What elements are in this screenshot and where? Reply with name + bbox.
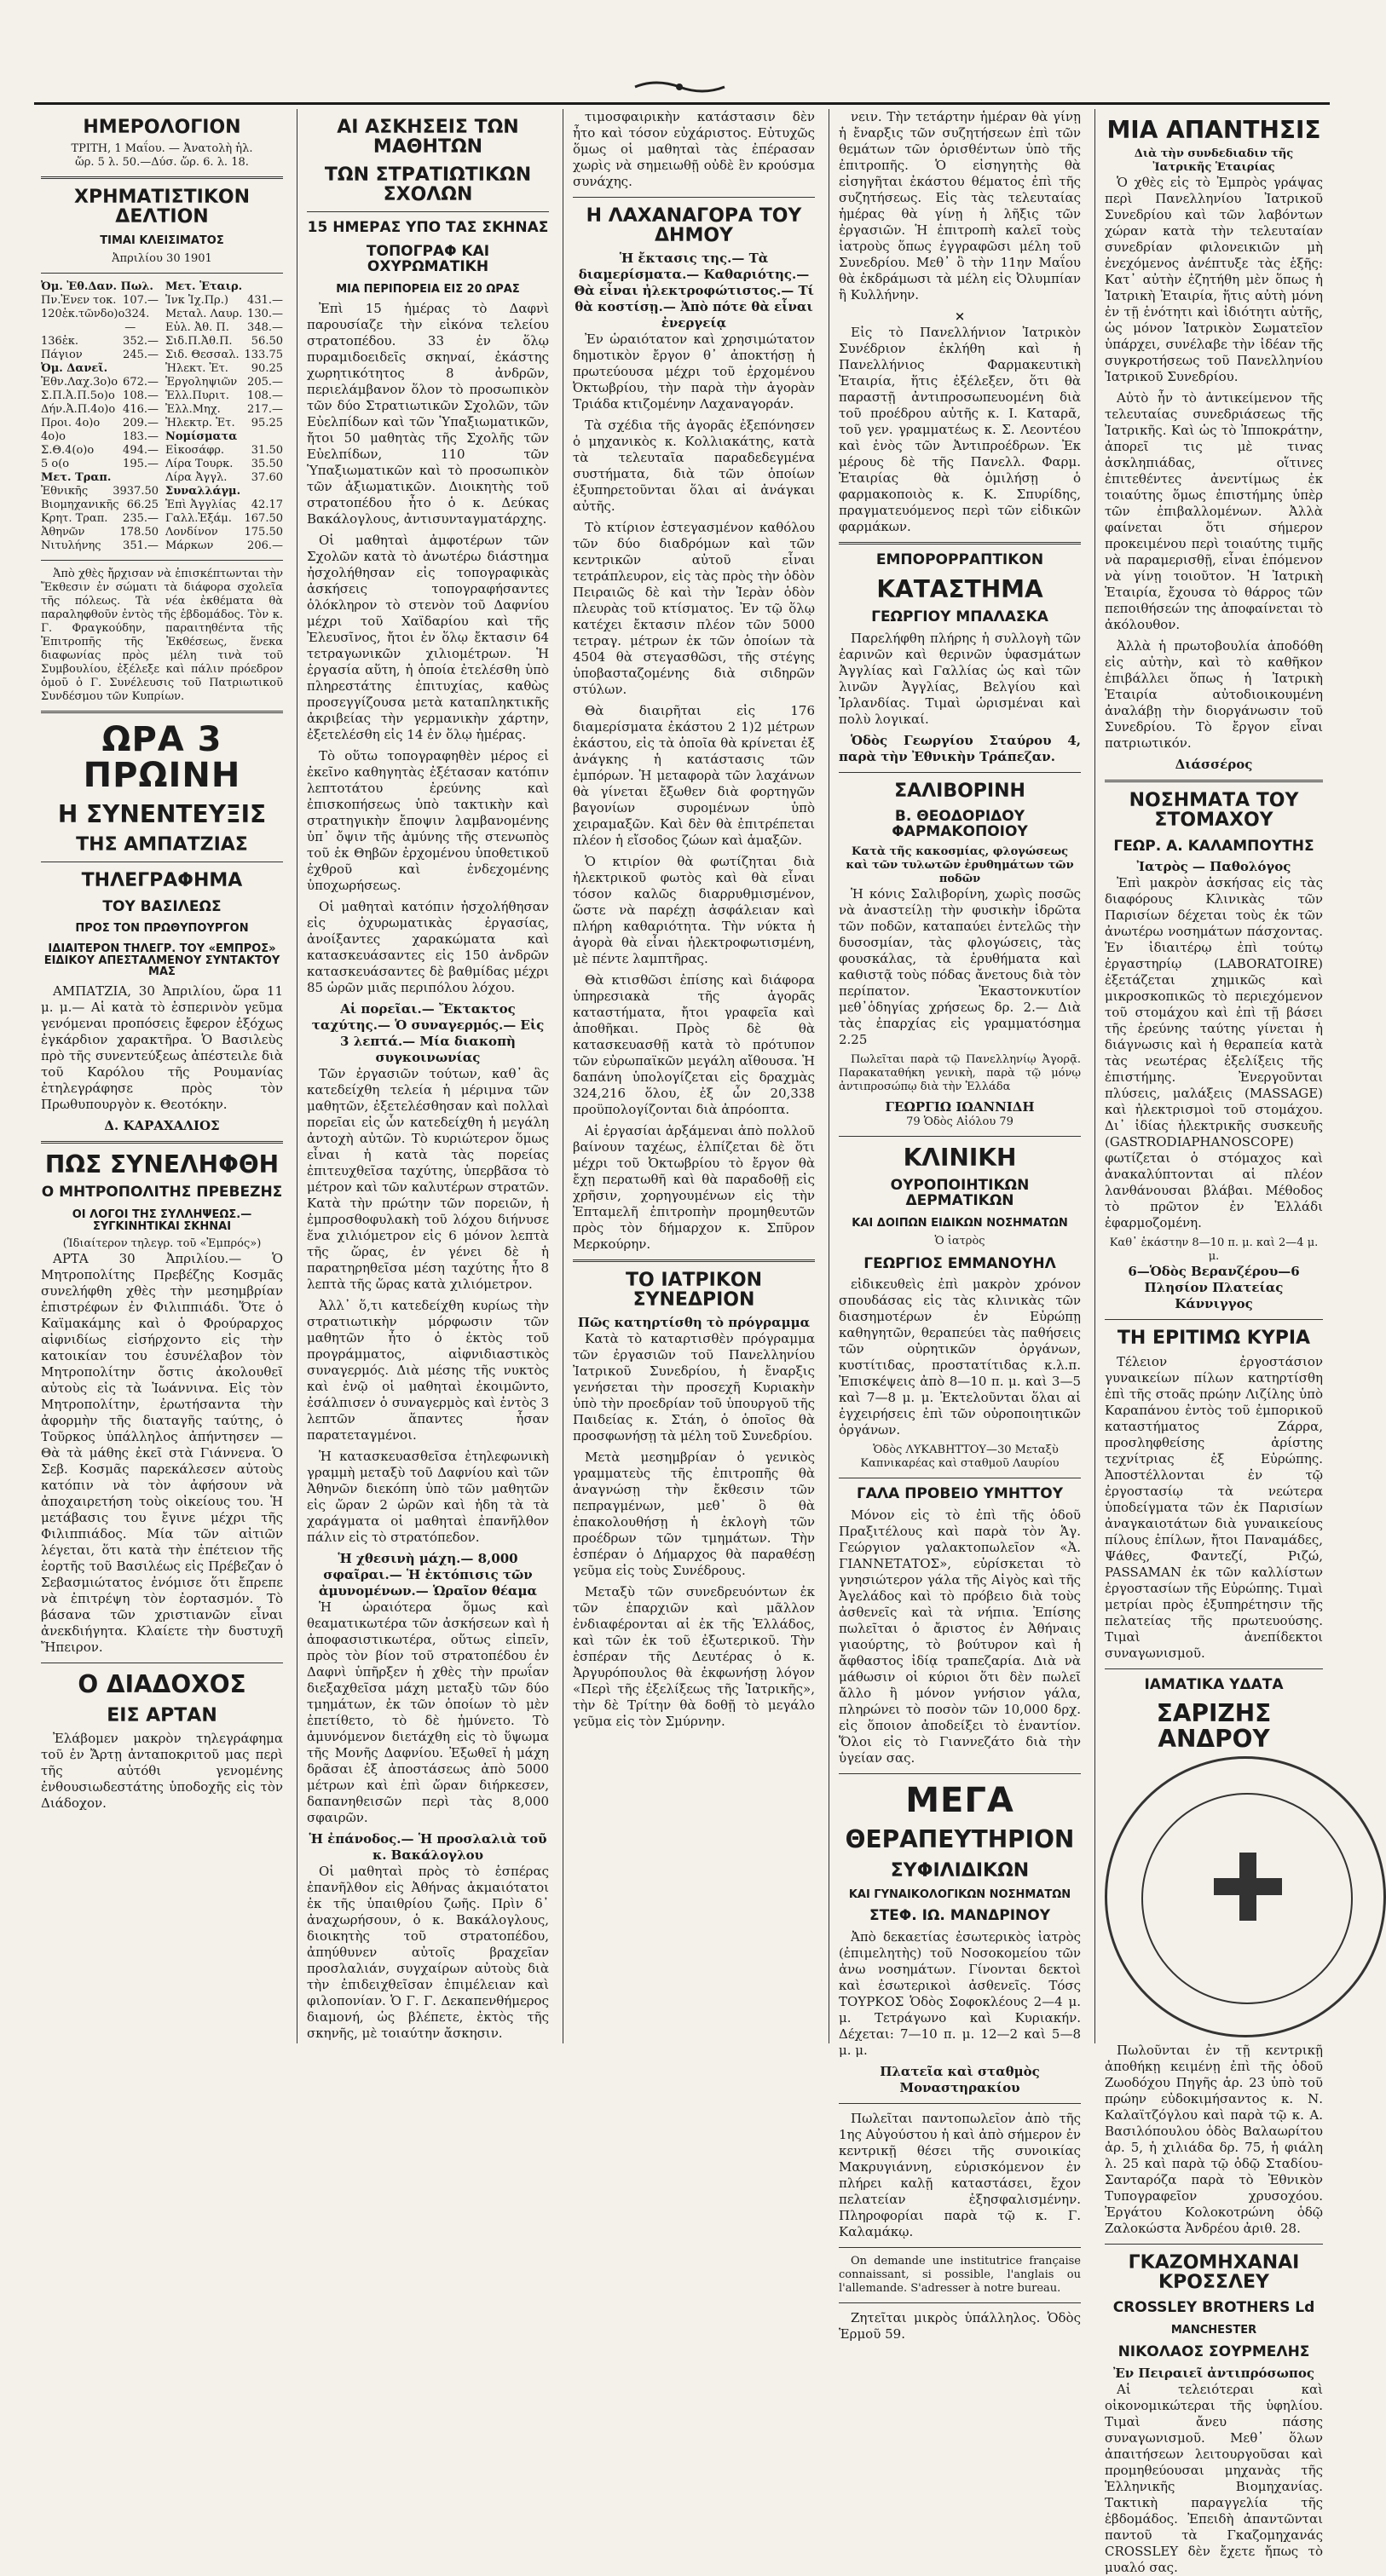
market-para: Ἐν ὡραιότατον καὶ χρησιμώτατον δημοτικὸν ἔργον θ᾽ ἀποκτήσῃ ἡ πρωτεύουσα μέχρι τοῦ ἐρχομένου Ὀκτωβρίου, τὴν παρὰ τὴν ἀγορὰν Τριάδα κτιζομένην Λαχαναγοράν. — [573, 331, 815, 412]
fin-row: Σιδ. Θεσσαλ. 133.75 — [165, 348, 283, 361]
fin-row: Πάγιον 245.— — [41, 348, 159, 361]
fin-row: Ἐθν.Λαχ.3ο)ο 672.— — [41, 375, 159, 389]
market-para: Τὸ κτίριον ἐστεγασμένον καθόλου τῶν δύο διαδρόμων καὶ τῶν κεντρικῶν αὐτοῦ εἶναι τετράπλευρον, εἰς τὰς πρὸς τὴν ὁδὸν Πειραιῶς δὲ καὶ τὴν Ἱερὰν ὁδὸν πλευρὰς τοῦ κτίσματος. Ἐν τῷ ὅλῳ κατέχει ἔκτασιν πλέον τῶν 5000 τετραγ. μέτρων ἐκ τῶν ὁποίων τὰ 4504 θὰ στεγασθῶσι, τῆς στέγης ὑποβασταζομένης διὰ σιδηρῶν στύλων. — [573, 520, 815, 698]
therapy-ad-title: ΘΕΡΑΠΕΥΤΗΡΙΟΝ — [845, 1825, 1075, 1854]
congress-headline: ΤΟ ΙΑΤΡΙΚΟΝ ΣΥΝΕΔΡΙΟΝ — [625, 1270, 763, 1311]
heir-body: Ἐλάβομεν μακρὸν τηλεγράφημα τοῦ ἐν Ἄρτῃ ἀνταποκριτοῦ μας περὶ τῆς αὐτόθι γενομένης ἐνθουσιωδεστάτης ὑποδοχῆς εἰς τὸν Διάδοχον. — [41, 1730, 283, 1811]
hat-ad-title: ΤΗ ΕΡΙΤΙΜΩ ΚΥΡΙΑ — [1117, 1328, 1311, 1350]
telegram-body: ΑΜΠΑΤΖΙΑ, 30 Ἀπριλίου, ὥρα 11 μ. μ.— Αἱ κατὰ τὸ ἑσπερινὸν γεῦμα γενόμεναι προπόσεις ἔφερον ἐξόχως ἐγκάρδιον χαρακτῆρα. Ὁ Βασιλεὺς πρὸ τῆς συνεντεύξεως ἀπέστειλε διὰ τοῦ Καρόλου τῆς Ρουμανίας ἐτηλεγράφησε πρὸς τὸν Πρωθυπουργὸν κ. Θεοτόκην. — [41, 983, 283, 1112]
reply-kicker: Διὰ τὴν συνδεδιαδιν τῆς Ἰατρικῆς Ἑταιρίας — [1134, 147, 1294, 175]
market-para: Ὁ κτιρίον θὰ φωτίζηται διὰ ἠλεκτρικοῦ φωτὸς καὶ θὰ εἶναι τόσον καλῶς διαρρυθμισμένον, ὥστε νὰ παρέχῃ ἀσφάλειαν καὶ πλήρη καθαριότητα. Τὴν νύκτα ἡ ἀγορὰ θὰ εἶναι ἠλεκτροφωτισμένη, μὲ πέντε λαμπτῆρας. — [573, 854, 815, 967]
exercises-sub-3: ΜΙΑ ΠΕΡΙΠΟΡΕΙΑ ΕΙΣ 20 ΩΡΑΣ — [336, 282, 520, 296]
seal-cross-icon — [1214, 1853, 1282, 1921]
fin-row: Ἰνκ Ἰχ.Πρ.) 431.— — [165, 293, 283, 307]
fin-row: 136ἑκ. 352.— — [41, 334, 159, 348]
market-para: Θὰ κτισθῶσι ἐπίσης καὶ διάφορα ὑπηρεσιακὰ τῆς ἀγορᾶς καταστήματα, ἤτοι γραφεῖα καὶ ἀποθῆκαι. Πρὸς δὲ θὰ κατασκευασθῇ κατὰ τὸ πρότυπον τῶν εὐρωπαϊκῶν μεγάλη αἴθουσα. Ἡ δαπάνη ὑπολογίζεται εἰς δραχμὰς 324,216 ὅλου, ἐξ ὧν 20,338 προϋπολογίζονται διὰ ἀπρόοπτα. — [573, 972, 815, 1118]
divider — [573, 197, 815, 198]
gas-ad-city: MANCHESTER — [1170, 2324, 1257, 2337]
calendar-title: ΗΜΕΡΟΛΟΓΙΟΝ — [83, 117, 241, 138]
financial-left-head: Ὀμ. Ἐθ.Δαν. Πωλ. — [41, 279, 153, 293]
clinic-ad-body: εἰδικευθεὶς ἐπὶ μακρὸν χρόνον σπουδάσας εἰς τὰς κλινικὰς τῶν διασημοτέρων ἐν Εὐρώπῃ καθηγητῶν, θεραπεύει τὰς παθήσεις τῶν οὐρητικῶν ὀργάνων, κυστίτιδας, προστατίτιδας κ.λ.π. Ἐπισκέψεις ἀπὸ 8—10 π. μ. καὶ 3—5 καὶ 7—8 μ. μ. Ἐκτελοῦνται ὅλαι αἱ ἐγχειρήσεις ἐπὶ τῶν οὐροποιητικῶν ὀργάνων. — [839, 1276, 1081, 1438]
exercises-kicker: Ἡ χθεσινὴ μάχη.— 8,000 σφαῖραι.— Ἡ ἐκτόπισις τῶν ἀμυνομένων.— Ὡραῖον θέαμα — [318, 1550, 538, 1599]
meeting-subheadline: ΤΗΣ ΑΜΠΑΤΖΙΑΣ — [76, 834, 248, 856]
fin-row: Δήν.Ἀ.Π.4ο)ο 416.— — [41, 402, 159, 416]
column-1 — [34, 109, 290, 2043]
divider — [307, 211, 549, 212]
financial-left2-head: Ὀμ. Δανεῖ. — [41, 361, 108, 375]
salivorini-ad-agent: ΓΕΩΡΓΙΩ ΙΩΑΝΝΙΔΗ — [885, 1098, 1035, 1115]
clinic-ad-title: ΟΥΡΟΠΟΙΗΤΙΚΩΝ ΔΕΡΜΑΤΙΚΩΝ — [890, 1177, 1030, 1210]
clinic-ad-doc-pre: Ὁ ἰατρὸς — [934, 1234, 985, 1248]
divider — [1105, 1319, 1323, 1320]
market-para: Τὰ σχέδια τῆς ἀγορᾶς ἐξεπόνησεν ὁ μηχανικὸς κ. Κολλιακάτης, κατὰ τὰ τελευταῖα παραδεδεγμένα συστήματα, διὰ τῶν ὁποίων ἐξυπηρετοῦνται ὅλαι αἱ ἀνάγκαι αὐτῆς. — [573, 418, 815, 515]
fin-row: Βιομηχανικῆς 66.25 — [41, 498, 159, 511]
calendar-line-2: ὥρ. 5 λ. 50.—Δύσ. ὥρ. 6. λ. 18. — [75, 156, 249, 170]
therapy-ad-sub: ΣΥΦΙΛΙΔΙΚΩΝ — [890, 1859, 1030, 1882]
water-ad-sub: ΣΑΡΙΖΗΣ ΑΝΔΡΟΥ — [1156, 1699, 1272, 1753]
reply-headline: ΜΙΑ ΑΠΑΝΤΗΣΙΣ — [1106, 116, 1321, 144]
telegram-to: ΠΡΟΣ ΤΟΝ ΠΡΩΘΥΠΟΥΡΓΟΝ — [75, 922, 249, 936]
stomach-ad-address: 6—Ὁδὸς Βερανζέρου—6 Πλησίον Πλατείας Κάννιγγος — [1128, 1264, 1300, 1312]
exercises-para: Οἱ μαθηταὶ κατόπιν ἠσχολήθησαν εἰς ὀχυρωματικὰς ἐργασίας, ἀνοίξαντες χαρακώματα καὶ κατασκευάσαντες εἰς 150 ἀνδρῶν κατασκευάσαντες δὲ βαθμίδας μέχρι 85 ὡρῶν μιᾶς περιπόλου λόχου. — [307, 898, 549, 995]
exercises-para: Τῶν ἐργασιῶν τούτων, καθ᾽ ἃς κατεδείχθη τελεία ἡ μέριμνα τῶν μαθητῶν, ἐξετελέσθησαν καὶ πολλαὶ πορεῖαι εἰς ὧν κατεδείχθη ἡ μεγάλη ἀντοχὴ αὐτῶν. Τὸ κυριώτερον ὅμως εἶναι ἡ κατὰ τὰς πορείας ἐπιτευχθεῖσα ταχύτης, ὑπερβᾶσα τὸ μέτρον καὶ τῶν καλυτέρων στρατῶν. Κατὰ τὴν πρώτην τῶν πορειῶν, ἡ ἐμπροσθοφυλακὴ τοῦ λόχου διήνυσε ἕνα χιλιόμετρον εἰς 6 μόνον λεπτὰ τῆς ὥρας, ἐν γένει δὲ ἡ παρατηρηθεῖσα μέση ταχύτης ἦτο 8 λεπτὰ τῆς ὥρας κατὰ χιλιόμετρον. — [307, 1065, 549, 1292]
divider — [839, 542, 1081, 545]
market-headline: Η ΛΑΧΑΝΑΓΟΡΑ ΤΟΥ ΔΗΜΟΥ — [586, 205, 802, 247]
water-ad-body: Πωλοῦνται ἐν τῇ κεντρικῇ ἀποθήκῃ κειμένῃ ἐπὶ τῆς ὁδοῦ Ζωοδόχου Πηγῆς ἀρ. 23 ὑπὸ τοῦ πρώην εὐδοκιμήσαντος κ. Ν. Καλαϊτζόγλου καὶ παρὰ τῷ κ. Α. Βασιλόπουλου ὁδὸς Βαλαωρίτου ἀρ. 5, ἡ χιλιάδα δρ. 75, ἡ φιάλη λ. 25 καὶ παρὰ τῷ ὁδῷ Σταδίου-Σανταρόζα παρὰ τὸ Ἐθνικὸν Τυπογραφεῖον χρυσοχόου. Ἐργάτου Κολοκοτρώνη ὁδῷ Ζαλοκώστα Ἀνδρέου ἀριθ. 28. — [1105, 2043, 1323, 2237]
calendar-line-1: ΤΡΙΤΗ, 1 Μαΐου. — Ἀνατολὴ ἡλ. — [71, 142, 253, 156]
financial-right-head: Μετ. Ἑταιρ. — [165, 279, 243, 293]
heir-headline: Ο ΔΙΑΔΟΧΟΣ — [78, 1670, 246, 1699]
gas-ad-body: Αἱ τελειότεραι καὶ οἰκονομικώτεραι τῆς ὑφηλίου. Τιμαὶ ἄνευ πάσης συναγωνισμοῦ. Μεθ᾽ ὅλων ἀπαιτήσεων λειτουργοῦσαι καὶ προμηθεύουσαι μηχανὰς τῆς Ἑλληνικῆς Βιομηχανίας. Τακτικὴ παραγγελία τῆς ἑβδομάδος. Ἐπειδὴ ἀπαντῶνται παντοῦ τὰ Γκαζομηχανάς CROSSLEY δὲν ἔχετε ἤπως τὸ μυαλό σας. — [1105, 2381, 1323, 2575]
financial-coins-head: Νομίσματα — [165, 429, 238, 443]
divider — [839, 2103, 1081, 2104]
divider — [41, 176, 283, 179]
fin-row: Λίρα Ἀγγλ. 37.60 — [165, 470, 283, 484]
fin-row: Ἐπὶ Ἀγγλίας 42.17 — [165, 498, 283, 511]
exercises-para: Ἀλλ᾽ ὅ,τι κατεδείχθη κυρίως τὴν στρατιωτικὴν μόρφωσιν τῶν μαθητῶν ἦτο ὁ ἐκτὸς τοῦ προγράμματος, αἰφνιδιαστικὸς συναγερμός. Διὰ μέσης τῆς νυκτὸς καὶ ἐνῷ οἱ μαθηταὶ ἐκοιμῶντο, ἐσάλπισεν ὁ συναγερμὸς καὶ ἐντὸς 3 λεπτῶν ἅπαντες ἦσαν παρατεταγμένοι. — [307, 1297, 549, 1443]
column-5 — [1098, 109, 1330, 2575]
gas-ad-brand: CROSSLEY BROTHERS Ld — [1112, 2299, 1315, 2317]
milk-ad-head: ΓΑΛΑ ΠΡΟΒΕΙΟ ΥΜΗΤΤΟΥ — [856, 1485, 1064, 1503]
telegram-source: ΙΔΙΑΙΤΕΡΟΝ ΤΗΛΕΓΡ. ΤΟΥ «ΕΜΠΡΟΣ» ΕΙΔΙΚΟΥ ΑΠΕΣΤΑΛΜΕΝΟΥ ΣΥΝΤΑΚΤΟΥ ΜΑΣ — [43, 942, 280, 979]
exercises-para: Ἡ κατασκευασθεῖσα ἐτηλεφωνικὴ γραμμὴ μεταξὺ τοῦ Δαφνίου καὶ τῶν Ἀθηνῶν διεκόπη ὑπὸ τῶν μαθητῶν εἰς ὥραν 2 ὡρῶν καὶ ἠδη τὰ τὰ χαράγματα οἱ μαθηταὶ ἐπανῆλθον πάλιν εἰς τὸ στρατόπεδον. — [307, 1448, 549, 1545]
exercises-para: Ἐπὶ 15 ἡμέρας τὸ Δαφνὶ παρουσίαζε τὴν εἰκόνα τελείου στρατοπέδου. 33 ἐν ὅλῳ πυραμιδοειδεῖς σκηναί, ἐκάστης χωρητικότητος 8 ἀνδρῶν, περιελάμβανον ὅλον τὸ προσωπικὸν τῶν δύο Στρατιωτικῶν Σχολῶν, τῶν Εὐελπίδων καὶ τῶν Ὑπαξιωματικῶν, ἤτοι 50 μαθητὰς τῆς Σχολῆς τῶν Εὐελπίδων, 110 τῶν Ὑπαξιωματικῶν καὶ τὸ προσωπικὸν τῶν ἀξιωματικῶν. Διοικητὴς τοῦ στρατοπέδου ἦτο ὁ κ. Δεύκας Βακάλογλους, ἀντισυνταγματάρχης. — [307, 300, 549, 527]
therapy-ad-body: Ἀπὸ δεκαετίας ἐσωτερικὸς ἰατρὸς (ἐπιμελητὴς) τοῦ Νοσοκομείου τῶν ἀνω νοσημάτων. Γίνονται δεκτοὶ καὶ ἐσωτερικοὶ ἀσθενεῖς. Τόσς ΤΟΥΡΚΟΣ Ὁδὸς Σοφοκλέους 2—4 μ. μ. Τετράγωνο καὶ Κυριακήν. Δέχεται: 7—10 π. μ. 12—2 καὶ 5—8 μ. μ. — [839, 1929, 1081, 2059]
exercises-para: Τὸ οὕτω τοπογραφηθὲν μέρος εἰ ἐκεῖνο καθηγητὰς ἐξέτασαν κατόπιν λεπτοτάτου ἐρεύνης καὶ ἐπισκοπήσεως ὑπὸ τακτικὴν καὶ στρατηγικὴν ἔποψιν λαμβανομένης ὑπ᾽ ὄψιν τῆς ἀμύνης τῆς στενωπὸς τοῦ ἐκ Θηβῶν ἐρχομένου ὑποθετικοῦ ἐχθροῦ καὶ ἐνδεχομένης ὑποχωρήσεως. — [307, 747, 549, 893]
divider — [41, 711, 283, 713]
fin-row: Ἑλλ.Πυριτ. 108.— — [165, 389, 283, 402]
congress-para: Μετὰ μεσημβρίαν ὁ γενικὸς γραμματεὺς τῆς ἐπιτροπῆς θὰ ἀναγνώσῃ τὴν ἔκθεσιν τῶν πεπραγμένων, μεθ᾽ ὃ θὰ ἐπακολουθήσῃ ἡ ἐκλογὴ τῶν προέδρων τῶν τμημάτων. Τὴν ἑσπέραν ὁ Δήμαρχος θὰ παραθέσῃ γεῦμα εἰς τοὺς Συνέδρους. — [573, 1449, 815, 1579]
financial-note: Ἀπὸ χθὲς ἤρχισαν νὰ ἐπισκέπτωνται τὴν Ἔκθεσιν ἐν σώματι τὰ διάφορα σχολεῖα τῆς πόλεως. Τὰ νέα ἐκθέματα θὰ παραληφθοῦν ἐντὸς τῆς ἑβδομάδος. Τὸν κ. Γ. Φραγκούδην, παραιτηθέντα τῆς Ἐπιτροπῆς τῆς Ἐκθέσεως, ἕνεκα διαφωνίας πρὸς μέλη τινὰ τοῦ Συμβουλίου, ἐξέλεξε καὶ πάλιν πρόεδρον ὁμοῦ ὁ Γ. Συνέλευσις τοῦ Πατριωτικοῦ Συνδέσμου τῶν Κυπρίων. — [41, 567, 283, 703]
fin-row: Σ.Π.Ἀ.Π.5ο)ο 108.— — [41, 389, 159, 402]
divider — [839, 2302, 1081, 2303]
water-ad-title: ΙΑΜΑΤΙΚΑ ΥΔΑΤΑ — [1144, 1675, 1284, 1693]
divider — [839, 2247, 1081, 2248]
exercises-kicker: Αἱ πορεῖαι.— Ἔκτακτος ταχύτης.— Ὁ συναγερμός.— Εἰς 3 λεπτά.— Μία διακοπὴ συγκοινωνίας — [311, 1000, 545, 1065]
financial-table-top — [41, 280, 283, 553]
fin-row: Νιτυλήνης 351.— — [41, 539, 159, 552]
clinic-ad-doctor: ΓΕΩΡΓΙΟΣ ΕΜΜΑΝΟΥΗΛ — [863, 1254, 1056, 1272]
stomach-ad-body: Ἐπὶ μακρὸν ἀσκήσας εἰς τὰς διαφόρους Κλινικὰς τῶν Παρισίων δέχεται τοὺς ἐκ τῶν ἀνωτέρω νοσημάτων πάσχοντας. Ἐν ἰδιαιτέρῳ ἐπὶ τούτῳ ἐργαστηρίῳ (LABORATOIRE) ἐξετάζεται χημικῶς καὶ μικροσκοπικῶς τὸ περιεχόμενον τοῦ στομάχου καὶ ἐπὶ τῇ βάσει τῆς ἐρεύνης ταύτης γίνεται ἡ διάγνωσις καὶ ἡ θεραπεία κατὰ τὰς νεωτέρας ἐξελίξεις τῆς ἐπιστήμης. Ἐνεργοῦνται πλύσεις, μαλάξεις (MASSAGE) καὶ ἠλεκτρισμοὶ τοῦ στομάχου. Δι᾽ ἰδίας ἠλεκτρικῆς συσκευῆς (GASTRODIAPHANOSCOPE) φωτίζεται ὁ στόμαχος καὶ ἀνακαλύπτονται αἱ πλέον λανθάνουσαι βλάβαι. Μέθοδος τὸ πρῶτον ἐν Ἑλλάδι ἐφαρμοζομένη. — [1105, 875, 1323, 1231]
salivorini-ad-title: Β. ΘΕΟΔΟΡΙΔΟΥ ΦΑΡΜΑΚΟΠΟΙΟΥ — [892, 808, 1028, 841]
top-rule — [34, 102, 1330, 105]
masthead-ornament — [631, 78, 729, 95]
arrest-headline: ΠΩΣ ΣΥΝΕΛΗΦΘΗ — [44, 1150, 280, 1179]
fin-row: Μεταλ. Λαυρ. 130.— — [165, 307, 283, 320]
exercises-sub-2: ΤΟΠΟΓΡΑΦ ΚΑΙ ΟΧΥΡΩΜΑΤΙΚΗ — [366, 243, 490, 276]
therapy-ad-sub2: ΚΑΙ ΓΥΝΑΙΚΟΛΟΓΙΚΩΝ ΝΟΣΗΜΑΤΩΝ — [848, 1887, 1071, 1901]
tailor-ad-name: ΓΕΩΡΓΙΟΥ ΜΠΑΛΑΣΚΑ — [871, 608, 1048, 626]
stomach-ad-role: Ἰατρὸς — Παθολόγος — [1136, 859, 1291, 875]
fin-row: Προι. 4ο)ο 209.— — [41, 416, 159, 429]
milk-ad-body: Μόνον εἰς τὸ ἐπὶ τῆς ὁδοῦ Πραξιτέλους καὶ παρὰ τὸν Ἁγ. Γεώργιον γαλακτοπωλεῖον «Ἀ. ΓΙΑΝΝΕΤΑΤΟΣ», εὑρίσκεται τὸ γνησιώτερον γάλα τῆς Αἰγὸς καὶ τῆς Ἀγελάδος καὶ τὸ πρόβειο διὰ τοὺς ἀσθενεῖς καὶ τὰ νήπια. Ἐπίσης πωλεῖται ὁ ἄριστος ἐν Ἀθήναις γιαούρτης, τὸ βούτυρον καὶ ἡ ἄφθαστος ἰδίᾳ τραπεζαρία. Διὰ νὰ μάθωσιν οἱ κύριοι ὅτι δὲν πωλεῖ ἄλλο ἢ μόνον γνήσιον γάλα, πληρώνει τὸ ποσὸν τῶν 10,000 δρχ. εἰς ὅποιον ἀποδείξει τὸ ἐναντίον. Ὅλοι εἰς τὸ Γιαννεζάτο διὰ τὴν ὑγείαν σας. — [839, 1507, 1081, 1766]
water-seal-stamp — [1105, 1756, 1386, 2037]
divider — [41, 1141, 283, 1144]
arrest-body: ΑΡΤΑ 30 Ἀπριλίου.— Ὁ Μητροπολίτης Πρεβέζης Κοσμᾶς συνελήφθη χθὲς τὴν μεσημβρίαν ἐπιστρέφων ἐν Φιλιππιάδι. Ὅτε ὁ Καϊμακάμης καὶ ὁ Φρούραρχος αἰφνιδίως εἰσήρχοντο εἰς τὴν κατοικίαν του ἐσυνέλαβον τὸν Μητροπολίτην ὄστις ἀκολουθεῖ αὐτοὺς εἰς τὰ Ἰωάννινα. Εἰς τὸν Μητροπολίτην, ἐρωτήσαντα τὴν ἀφορμὴν τῆς διαταγῆς ταύτης, ὁ Τοῦρκος ὑπάλληλος ἀπήντησεν — Θὰ τὰ μάθης ἐκεῖ στὰ Γιάννενα. Ὁ Σεβ. Κοσμᾶς παρεκάλεσεν αὐτοὺς κατόπιν νὰ τὸν ἀφήσουν νὰ ἀποχαιρετήση τοὺς οἰκείους του. Ἡ μετάβασις του ἔγινε μέχρι τῆς Φιλιππιάδος. Μία τῶν αἰτιῶν λέγεται, ὅτι κατὰ τὴν ἐπέτειον τῆς ἑορτῆς τοῦ Βασιλέως εἰς Πρέβεζαν ὁ Σεβασμιώτατος ἐνόμισε ὅτι ἔπρεπε νὰ ἐπιτρέψη τὸν ἐορτασμόν. Τὸ βάσανα τῶν χριστιανῶν εἶναι ἀνεκδιήγητα. Κλαίετε τὴν δυστυχῆ Ἤπειρον. — [41, 1251, 283, 1656]
tailor-ad-head: ΕΜΠΟΡΟΡΡΑΠΤΙΚΟΝ — [875, 551, 1044, 568]
therapy-ad-address: Πλατεῖα καὶ σταθμὸς Μοναστηρακίου — [880, 2064, 1040, 2096]
divider — [839, 772, 1081, 773]
divider — [573, 1259, 815, 1262]
market-intro: τιμοσφαιρικὴν κατάστασιν δὲν ἦτο καὶ τόσον εὐχάριστος. Εὐτυχῶς ὅμως οἱ μαθηταὶ τὰς ἐπέρασαν χωρὶς νὰ σημειωθῇ οὐδὲ ἓν κρούσμα συνάχης. — [573, 109, 815, 189]
fin-row: Λίρα Τουρκ. 35.50 — [165, 457, 283, 470]
fin-row: Εὐλ. Ἀθ. Π. 348.— — [165, 320, 283, 334]
financial-left — [41, 280, 159, 553]
reply-para: Ὁ χθὲς εἰς τὸ Ἐμπρὸς γράψας περὶ Πανελληνίου Ἰατρικοῦ Συνεδρίου καὶ τῶν λαβόντων χώραν κατὰ τὴν τελευταίαν συνεδρίαν φιλονεικιῶν μὴ ἐνεχόμενος ἀνέπτυξε τὰς ἑξῆς: Κατ᾽ αὐτὴν ἐζητήθη μὲν ὅπως ἡ Ἰατρικὴ Ἑταιρία, ἥτις αὐτὴ μόνη ἐν τῇ ἐνότητι καὶ ἰδιότητι αὐτῆς, ὡς μόνον Ἰατρικὸν Σωματεῖον ὑπάρχει, συνέλαβε τὴν ἰδέαν τῆς συγκροτήσεως τοῦ Πανελληνίου Ἰατρικοῦ Συνεδρίου. — [1105, 175, 1323, 385]
salivorini-ad-address: 79 Ὁδὸς Αἰόλου 79 — [906, 1115, 1014, 1128]
arrest-subheadline: Ο ΜΗΤΡΟΠΟΛΙΤΗΣ ΠΡΕΒΕΖΗΣ — [41, 1184, 283, 1202]
reply-para: Ἀλλὰ ἡ πρωτοβουλία ἀποδόθη εἰς αὐτὴν, καὶ τὸ καθῆκον ἐπιβάλλει ὅπως ἡ Ἰατρικὴ Ἑταιρία αὐτοδιοικουμένη ἀναλάβῃ τὴν διοργάνωσιν τοῦ Συνεδρίου. Τὸ ἔργον εἶναι πατριωτικόν. — [1105, 638, 1323, 752]
exercises-headline-1: ΑΙ ΑΣΚΗΣΕΙΣ ΤΩΝ ΜΑΘΗΤΩΝ — [337, 117, 519, 158]
market-para: Θὰ διαιρῆται εἰς 176 διαμερίσματα ἐκάστου 2 1)2 μέτρων ἑκάστου, εἰς τὰ ὁποῖα θὰ κρίνεται ἐξ ἀνάγκης ἡ κατάστασις τῶν ἐμπόρων. Ἡ μεταφορὰ τῶν λαχάνων θὰ γίνεται ἔξωθεν διὰ φορτηγῶν βαγονίων συρομένων ὑπὸ χειραμαξῶν. Καὶ δὲν θὰ ἐπιτρέπεται πλέον ἡ εἴσοδος ζώων καὶ ἁμαξῶν. — [573, 703, 815, 849]
fin-row: Μάρκων 206.— — [165, 539, 283, 552]
congress-kicker: Πῶς κατηρτίσθη τὸ πρόγραμμα — [577, 1315, 811, 1331]
salivorini-ad-body: Ἡ κόνις Σαλιβορίνη, χωρὶς ποσῶς νὰ ἀναστείλῃ τὴν φυσικὴν ἱδρῶτα τῶν ποδῶν, καταπαύει ἐντελῶς τὴν δυσοσμίαν, τὰς φλογώσεις, τὰς φουσκάλας, τὰ ἐρυθήματα καὶ καθιστᾷ τοὺς πόδας ἄνετους διὰ τὸν περίπατον. Ἑκαστονκυτίον μεθ᾽ὁδηγίας χρήσεως δρ. 2.— Διὰ τὰς ἐπαρχίας εἰς γραμματόσημα 2.25 — [839, 885, 1081, 1047]
divider — [839, 1773, 1081, 1774]
gas-ad-agent: ΝΙΚΟΛΑΟΣ ΣΟΥΡΜΕΛΗΣ — [1117, 2343, 1310, 2360]
french-ad-body: On demande une institutrice française connaissant, si possible, l'anglais ou l'allemande. S'adresser à notre bureau. — [839, 2255, 1081, 2296]
clinic-ad-address: Ὁδὸς ΛΥΚΑΒΗΤΤΟΥ—30 Μεταξὺ Καπνικαρέας καὶ σταθμοῦ Λαυρίου — [860, 1444, 1060, 1471]
column-3 — [566, 109, 822, 2043]
reply-para: Αὐτὸ ἦν τὸ ἀντικείμενον τῆς τελευταίας συνεδριάσεως τῆς Ἰατρικῆς. Καὶ ὡς τὸ Ἰπποκράτην, ἀπορεῖ τις μὲ τινας ἀσκληπιάδας, οἵτινες ἐπιτεθέντες ἀνεντίμως ἐκ τοιαύτης ὅμως ἐπιστήμης ὑπὲρ τῶν ἐπιβαλλομένων. Ἀλλὰ φαίνεται ὅτι σήμερον προκειμένου περὶ τοιαύτης τιμῆς νὰ παραμερισθῇ, εἶναι ἐπόμενον νὰ γίνῃ τοιοῦτον. Ἡ Ἰατρικὴ Ἑταιρία, ἔχουσα τὸ θάρρος τῶν πεποιθήσεών της ἀποφαίνεται τὸ ἀκόλουθον. — [1105, 390, 1323, 633]
salivorini-ad-sub: Κατὰ τῆς κακοσμίας, φλογώσεως καὶ τῶν τυλωτῶν ἐρυθημάτων τῶν ποδῶν — [846, 844, 1074, 885]
salivorini-ad-sell: Πωλεῖται παρὰ τῷ Πανελληνίῳ Ἀγορᾷ. Παρακαταθήκη γενικὴ, παρὰ τῷ μόνῳ ἀντιπροσώπῳ διὰ τὴν Ἑλλάδα — [839, 1052, 1081, 1093]
fin-row: Ἠλεκτ. Ἐτ. 90.25 — [165, 361, 283, 375]
clinic-ad-sub: ΚΑΙ ΔΟΙΠΩΝ ΕΙΔΙΚΩΝ ΝΟΣΗΜΑΤΩΝ — [852, 1216, 1068, 1230]
meeting-headline: Η ΣΥΝΕΝΤΕΥΞΙΣ — [57, 799, 267, 828]
divider — [41, 273, 283, 274]
exercises-para: Οἱ μαθηταὶ ἀμφοτέρων τῶν Σχολῶν κατὰ τὸ ἀνωτέρω διάστημα ἠσχολήθησαν εἰς τοπογραφικὰς ἀσκήσεις τοπογραφήσαντες ὁλόκληρον τὸ στενὸν τοῦ Δαφνίου μέχρι τοῦ Χαϊδαρίου καὶ τῆς Ἐλευσῖνος, ἤτοι ἐν ὅλῳ ἔκτασιν 64 τετραγωνικῶν χιλιομέτρων. Ἡ ἐργασία αὕτη, ἡ ὁποία ἐτελέσθη ὑπὸ πληρεστάτης ἐπιτυχίας, καθὼς προσεγγίζουσα μετὰ καταπληκτικῆς ἀκριβείας τὴν γερμανικὴν χάρτην, ἐξετελέσθη εἰς 14 ἐν ὅλῳ ἡμέρας. — [307, 532, 549, 742]
divider — [1105, 780, 1323, 782]
arrest-kicker: ΟΙ ΛΟΓΟΙ ΤΗΣ ΣΥΛΛΗΨΕΩΣ.—ΣΥΓΚΙΝΗΤΙΚΑΙ ΣΚΗΝΑΙ — [72, 1208, 252, 1233]
fin-row: Ἠλεκτρ. Ἐτ. 95.25 — [165, 416, 283, 429]
financial-right — [165, 280, 283, 553]
financial-exchange-head: Συναλλάγμ. — [165, 484, 241, 498]
therapy-ad-doctor: ΣΤΕΦ. ΙΩ. ΜΑΝΔΡΙΝΟΥ — [869, 1907, 1051, 1925]
telegram-sub: ΤΟΥ ΒΑΣΙΛΕΩΣ — [102, 897, 222, 915]
financial-title: ΧΡΗΜΑΤΙΣΤΙΚΟΝ ΔΕΛΤΙΟΝ — [74, 187, 250, 228]
stomach-ad-name: ΓΕΩΡ. Α. ΚΑΛΑΜΠΟΥΤΗΣ — [1113, 837, 1314, 855]
column-4 — [832, 109, 1088, 2343]
market-kicker: Ἡ ἔκτασις της.— Τὰ διαμερίσματα.— Καθαριότης.— Θὰ εἶναι ἠλεκτροφώτιστος.— Τί θὰ κοστίσῃ.— Ἀπὸ πότε θὰ εἶναι ἐνεργείᾳ — [574, 251, 814, 331]
fin-row: Ἐργοληψιῶν 205.— — [165, 375, 283, 389]
fin-row: 4ο)ο 183.— — [41, 429, 159, 443]
reply-signature: Διάσσέρος — [1175, 757, 1253, 773]
exercises-kicker: Ἡ ἐπάνοδος.— Ἡ προσλαλιὰ τοῦ κ. Βακάλογλου — [309, 1830, 547, 1863]
fin-row: Ἐλλ.Μηχ. 217.— — [165, 402, 283, 416]
congress-para: Κατὰ τὸ καταρτισθὲν πρόγραμμα τῶν ἐργασιῶν τοῦ Πανελληνίου Ἰατρικοῦ Συνεδρίου, ἡ ἔναρξις γενήσεται τὴν προσεχῆ Κυριακὴν ὑπὸ τὴν προεδρίαν τοῦ ὑπουργοῦ τῆς Παιδείας κ. Στάη, ὁ ὁποῖος θὰ προσφωνήσῃ τὰ μέλη τοῦ Συνεδρίου. — [573, 1331, 815, 1444]
financial-bank-head: Μετ. Τραπ. — [41, 470, 112, 484]
fin-row: Σ.Θ.4(ο)ο 494.— — [41, 443, 159, 457]
fin-row: Σιδ.Π.Ἀθ.Π. 56.50 — [165, 334, 283, 348]
clerk-ad-body: Ζητεῖται μικρὸς ὑπάλληλος. Ὁδὸς Ἑρμοῦ 59. — [839, 2310, 1081, 2343]
fin-row: Ἀθηνῶν 178.50 — [41, 525, 159, 539]
column-rule — [1094, 109, 1095, 2043]
fin-row: Πν.Ἐνεν τοκ. 107.— — [41, 293, 159, 307]
arrest-source: (Ἰδιαίτερον τηλεγρ. τοῦ «Ἐμπρός») — [62, 1237, 262, 1251]
fin-row: Κρητ. Τραπ. 235.— — [41, 511, 159, 525]
stomach-ad-hours: Καθ᾽ ἑκάστην 8—10 π. μ. καὶ 2—4 μ. μ. — [1109, 1236, 1319, 1264]
tailor-ad-body: Παρελήφθη πλήρης ἡ συλλογὴ τῶν ἐαρινῶν καὶ θερινῶν ὑφασμάτων Ἀγγλίας καὶ Γαλλίας ὡς καὶ τῶν λινῶν Ἀγγλίας, Βελγίου καὶ Ἰρλανδίας. Τιμαὶ ὡρισμέναι καὶ πολὺ λογικαί. — [839, 631, 1081, 728]
fin-row: 5 ο(ο 195.— — [41, 457, 159, 470]
therapy-ad-head: ΜΕΓΑ — [905, 1781, 1014, 1821]
fin-row: Ἐθνικῆς 3937.50 — [41, 484, 159, 498]
divider — [839, 1136, 1081, 1137]
column-2 — [300, 109, 556, 2043]
stomach-ad-title: ΝΟΣΗΜΑΤΑ ΤΟΥ ΣΤΟΜΑΧΟΥ — [1129, 790, 1299, 832]
gas-ad-place: Ἐν Πειραιεῖ ἀντιπρόσωπος — [1112, 2365, 1315, 2381]
congress-continued: νειν. Τὴν τετάρτην ἡμέραν θὰ γίνῃ ἡ ἔναρξις τῶν συζητήσεων ἐπὶ τῶν θεμάτων τῶν ὁρισθέντων ὑπὸ τῆς ἐπιτροπῆς. Ὁ εἰσηγητὴς θὰ εἰσηγῆται ἐκάστου θέματος ἐπὶ τῆς συζητήσεως. Εἰς τὰς τελευταίας ἡμέρας θὰ γίνῃ ἡ λῆξις τῶν ἐργασιῶν. Ἡ ἐπιτροπὴ καλεῖ τοὺς ἰατροὺς ὅπως ἐγγραφῶσι μέλη τοῦ Συνεδρίου. Μεθ᾽ ὃ τὴν 11ην Μαΐου θὰ ἐκδράμωσι τὰ μέλη εἰς Ὀλυμπίαν ἢ Κυλλήνην. — [839, 109, 1081, 303]
financial-subtitle: ΤΙΜΑΙ ΚΛΕΙΣΙΜΑΤΟΣ — [100, 234, 224, 248]
congress-para: Μεταξὺ τῶν συνεδρευόντων ἐκ τῶν ἐπαρχιῶν καὶ μᾶλλον ἐνδιαφέρονται αἱ ἐκ τῆς Ἑλλάδος, καὶ τῶν ἐκ τοῦ ἐξωτερικοῦ. Τὴν ἑσπέραν τῆς Δευτέρας ὁ κ. Ἀργυρόπουλος θὰ ἐκφωνήσῃ λόγον «Περὶ τῆς ἐξελίξεως τῆς Ἰατρικῆς», τὴν δὲ Τρίτην θὰ δοθῇ τὸ μεγάλο γεῦμα εἰς τὸν Σμύρνην. — [573, 1584, 815, 1730]
market-para: Αἱ ἐργασίαι ἀρξάμεναι ἀπὸ πολλοῦ βαίνουν ταχέως, ἐλπίζεται δὲ ὅτι μέχρι τοῦ Ὀκτωβρίου τὸ ἔργον θὰ ἔχῃ περατωθῆ καὶ θὰ παραδοθῇ εἰς χρῆσιν, χορηγουμένων εἰς τὴν Ἑπταμελῆ ἐπιτροπὴν προμηθευτῶν πρὸς τὸν δήμαρχον κ. Σπῦρον Μερκούρην. — [573, 1123, 815, 1253]
exercises-headline-2: ΤΩΝ ΣΤΡΑΤΙΩΤΙΚΩΝ ΣΧΟΛΩΝ — [324, 164, 532, 206]
heir-subheadline: ΕΙΣ ΑΡΤΑΝ — [107, 1704, 217, 1726]
fin-row: Γαλλ.Ἑξάμ. 167.50 — [165, 511, 283, 525]
fin-row: Εἰκοσάφρ. 31.50 — [165, 443, 283, 457]
divider — [1105, 2244, 1323, 2245]
gas-ad-title: ΓΚΑΖΟΜΗΧΑΝΑΙ ΚΡΟΣΣΛΕΥ — [1128, 2252, 1300, 2294]
financial-date: Ἀπριλίου 30 1901 — [112, 251, 212, 265]
hat-ad-body: Τέλειον ἐργοστάσιον γυναικείων πίλων κατηρτίσθη ἐπὶ τῆς στοᾶς πρώην Λιζίλης ὑπὸ Καραπάνου ἐντὸς τοῦ ἐμπορικοῦ καταστήματος Ζάρρα, προσληφθείσης ἀρίστης τεχνίτριας ἐξ Εὐρώπης. Ἀποστέλλονται ἐν τῷ ἐργοστασίῳ τὰ νεώτερα ὑποδείγματα τῶν ἐκ Παρισίων ἀναγκαιοτάτων διὰ γυναικείους πίλους ἐπίλων, ἤτοι Παναμάδες, Ψάθες, Φαντεζί, Ριζώ, PASSAMAN ἐκ τῶν καλλίστων ἐργοστασίων τῆς Εὐρώπης. Τιμαὶ μετρίαι πρὸς ἐξυπηρέτησιν τῆς πελατείας τῆς πρωτευούσης. Τιμαὶ ἀνεπίδεκτοι συναγωνισμοῦ. — [1105, 1353, 1323, 1661]
congress-para: Εἰς τὸ Πανελλήνιον Ἰατρικὸν Συνέδριον ἐκλήθη καὶ ἡ Πανελλήνιος Φαρμακευτικὴ Ἑταιρία, ἥτις ἐξέλεξεν, ὅτι θὰ παραστῇ ἀντιπροσωπευομένη διὰ τοῦ προέδρου αὐτῆς κ. Ι. Καταρᾶ, τοῦ γεν. γραμματέως κ. Σ. Λεοντέου καὶ ἑνὸς τῶν Ἀντιπροέδρων. Ἐκ μέρους δὲ τῆς Πανελλ. Φαρμ. Ἑταιρίας θὰ ὁμιλήσῃ ὁ φαρμακοποιὸς κ. Κ. Σπυρίδης, πραγματευόμενος περὶ τῶν εἰδικῶν φαρμάκων. — [839, 325, 1081, 534]
telegram-headline: ΤΗΛΕΓΡΑΦΗΜΑ — [81, 870, 243, 892]
telegram-signature: Δ. ΚΑΡΑΧΑΛΙΟΣ — [104, 1117, 220, 1133]
salivorini-ad-head: ΣΑΛΙΒΟΡΙΝΗ — [894, 781, 1025, 803]
exercises-para: Ἡ ὡραιότερα ὅμως καὶ θεαματικωτέρα τῶν ἀσκήσεων καὶ ἡ ἀποφασιστικωτέρα, οὕτως εἰπεῖν, πρὸς τὸν βίον τοῦ στρατοπέδου ἐν Δαφνὶ ὑπῆρξεν ἡ χθὲς τὴν πρωΐαν διεξαχθεῖσα μάχη μεταξὺ τῶν δύο τμημάτων, ἐκ τῶν ὁποίων τὸ μὲν ἐπετίθετο, τὸ δὲ ἠμύνετο. Τὸ ἀμυνόμενον διετάχθη εἰς τὸ ὕψωμα τῆς Μονῆς Δαφνίου. Ἐξωθεῖ ἡ μάχη δρᾶσαι ἐξ ἀποστάσεως ἀπὸ 5000 μέτρων καὶ ἐπὶ ὥραν διήρκεσεν, δαπανηθεισῶν περὶ τὰς 8,000 σφαιρῶν. — [307, 1599, 549, 1825]
grocery-ad-body: Πωλεῖται παντοπωλεῖον ἀπὸ τῆς 1ης Αὐγούστου ἡ καὶ ἀπὸ σήμερον ἐν κεντρικῇ θέσει τῆς συνοικίας Μακρυγιάννη, εὑρισκόμενον ἐν πλήρει καλῇ καταστάσει, ἔχον πελατείαν ἐξησφαλισμένην. Πληροφορίαι παρὰ τῷ κ. Γ. Καλαμάκῳ. — [839, 2111, 1081, 2240]
hour-headline: ΩΡΑ 3 ΠΡΩΙΝΗ — [83, 719, 241, 795]
tailor-ad-address: Ὁδὸς Γεωργίου Σταύρου 4, παρὰ τὴν Ἐθνικὴν Τράπεζαν. — [839, 733, 1081, 765]
tailor-ad-title: ΚΑΤΑΣΤΗΜΑ — [876, 574, 1043, 603]
divider — [41, 560, 283, 561]
divider — [1105, 1668, 1323, 1669]
cross-mark: × — [954, 308, 966, 324]
exercises-sub-1: 15 ΗΜΕΡΑΣ ΥΠΟ ΤΑΣ ΣΚΗΝΑΣ — [307, 219, 549, 237]
exercises-para: Οἱ μαθηταὶ πρὸς τὸ ἑσπέρας ἐπανῆλθον εἰς Ἀθήνας ἀκμαιότατοι ἐκ τῆς ὑπαιθρίου ζωῆς. Πρὶν δ᾽ ἀναχωρήσουν, ὁ κ. Βακάλογλους, διοικητὴς τοῦ στρατοπέδου, ἀπηύθυνεν αὐτοῖς βραχεῖαν προσλαλιάν, συγχαίρων αὐτοὺς διὰ τὴν ἐπιδειχθεῖσαν ἐπιμέλειαν καὶ φιλοπονίαν. Ὁ Γ. Γ. Δεκαπενθήμερος διαμονή, ὡς βλέπετε, ἐκτὸς τῆς σκηνῆς, μὲ τοιαύτην ἄσκησιν. — [307, 1863, 549, 2041]
fin-row: 120ἑκ.τῶνδο)ο 324.— — [41, 307, 150, 334]
fin-row: Λονδίνον 175.50 — [165, 525, 283, 539]
clinic-ad-head: ΚΛΙΝΙΚΗ — [903, 1143, 1017, 1172]
